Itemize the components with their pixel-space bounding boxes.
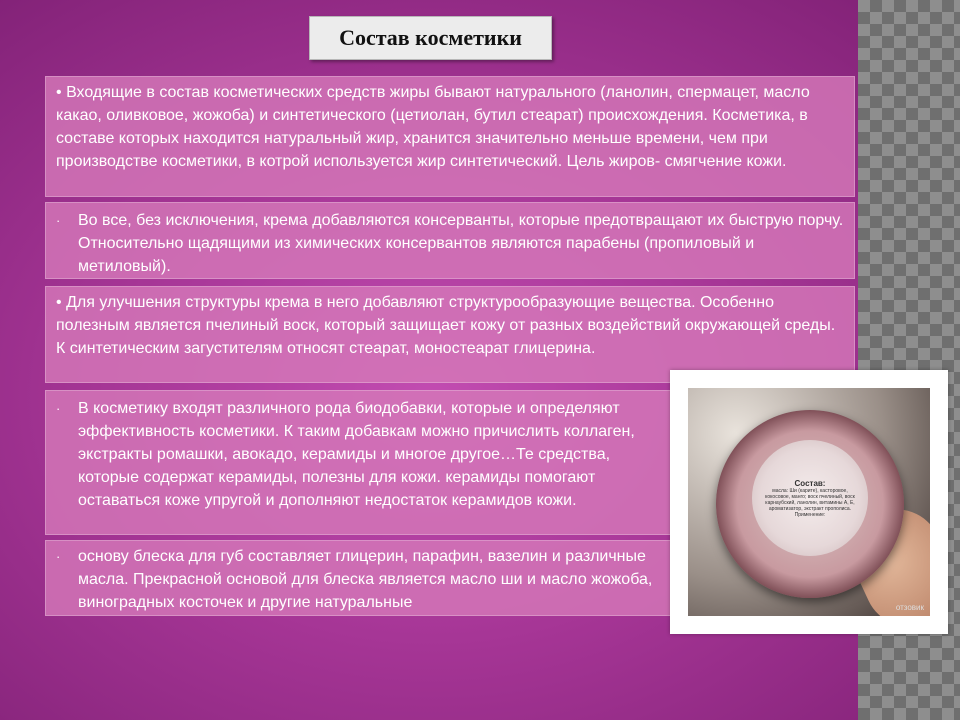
block-text: основу блеска для губ составляет глицерин, парафин, вазелин и различные масла. Прекрасной основой для блеска является масло ши и масло жожоба, виноградных косточек и другие натуральные bbox=[78, 548, 653, 611]
text-block-preservatives bbox=[45, 202, 855, 279]
title-box bbox=[309, 16, 552, 60]
slide-title: Состав косметики bbox=[339, 25, 522, 50]
product-photo bbox=[688, 388, 930, 616]
lip-balm-jar bbox=[716, 410, 904, 598]
bullet: • bbox=[56, 84, 62, 101]
text-block-fats bbox=[45, 76, 855, 197]
jar-label-title: Состав: bbox=[794, 478, 826, 488]
bullet: · bbox=[56, 401, 61, 416]
block-text: В косметику входят различного рода биодобавки, которые и определяют эффективность косметики. К таким добавкам можно причислить коллаген, экстракты ромашки, авокадо, керамиды и многое другое…Те средства, которые содержат керамиды, полезны для кожи. керамиды помогают оставаться коже упругой и дополняют недостаток керамидов кожи. bbox=[78, 400, 635, 509]
block-text: Входящие в состав косметических средств жиры бывают натурального (ланолин, спермацет, масло какао, оливковое, жожоба) и синтетического (цетиолан, бутил стеарат) происхождения. Косметика, в составе которых находится натуральный жир, хранится значительно меньше времени, чем при производстве косметики, в котрой используется жир синтетический. Цель жиров- смягчение кожи. bbox=[56, 84, 810, 170]
product-photo-frame bbox=[670, 370, 948, 634]
bullet: · bbox=[56, 213, 61, 228]
photo-watermark: отзовик bbox=[895, 603, 924, 612]
jar-label-text: масла: Ши (карите), касторовое, кокосовое, манго; воск пчелиный, воск карнаубский, ланолин, витамины А, Е, ароматизатор, экстракт прополиса. Применение: bbox=[765, 487, 855, 518]
block-text: Для улучшения структуры крема в него добавляют структурообразующие вещества. Особенно полезным является пчелиный воск, который защищает кожу от разных воздействий окружающей среды. К синтетическим загустителям относят стеарат, моностеарат глицерина. bbox=[56, 294, 836, 357]
block-text: Во все, без исключения, крема добавляются консерванты, которые предотвращают их быструю порчу. Относительно щадящими из химических консервантов являются парабены (пропиловый и метиловый). bbox=[78, 212, 844, 275]
bullet: • bbox=[56, 294, 62, 311]
jar-label bbox=[752, 440, 868, 556]
text-block-structure bbox=[45, 286, 855, 383]
bullet: · bbox=[56, 549, 61, 564]
